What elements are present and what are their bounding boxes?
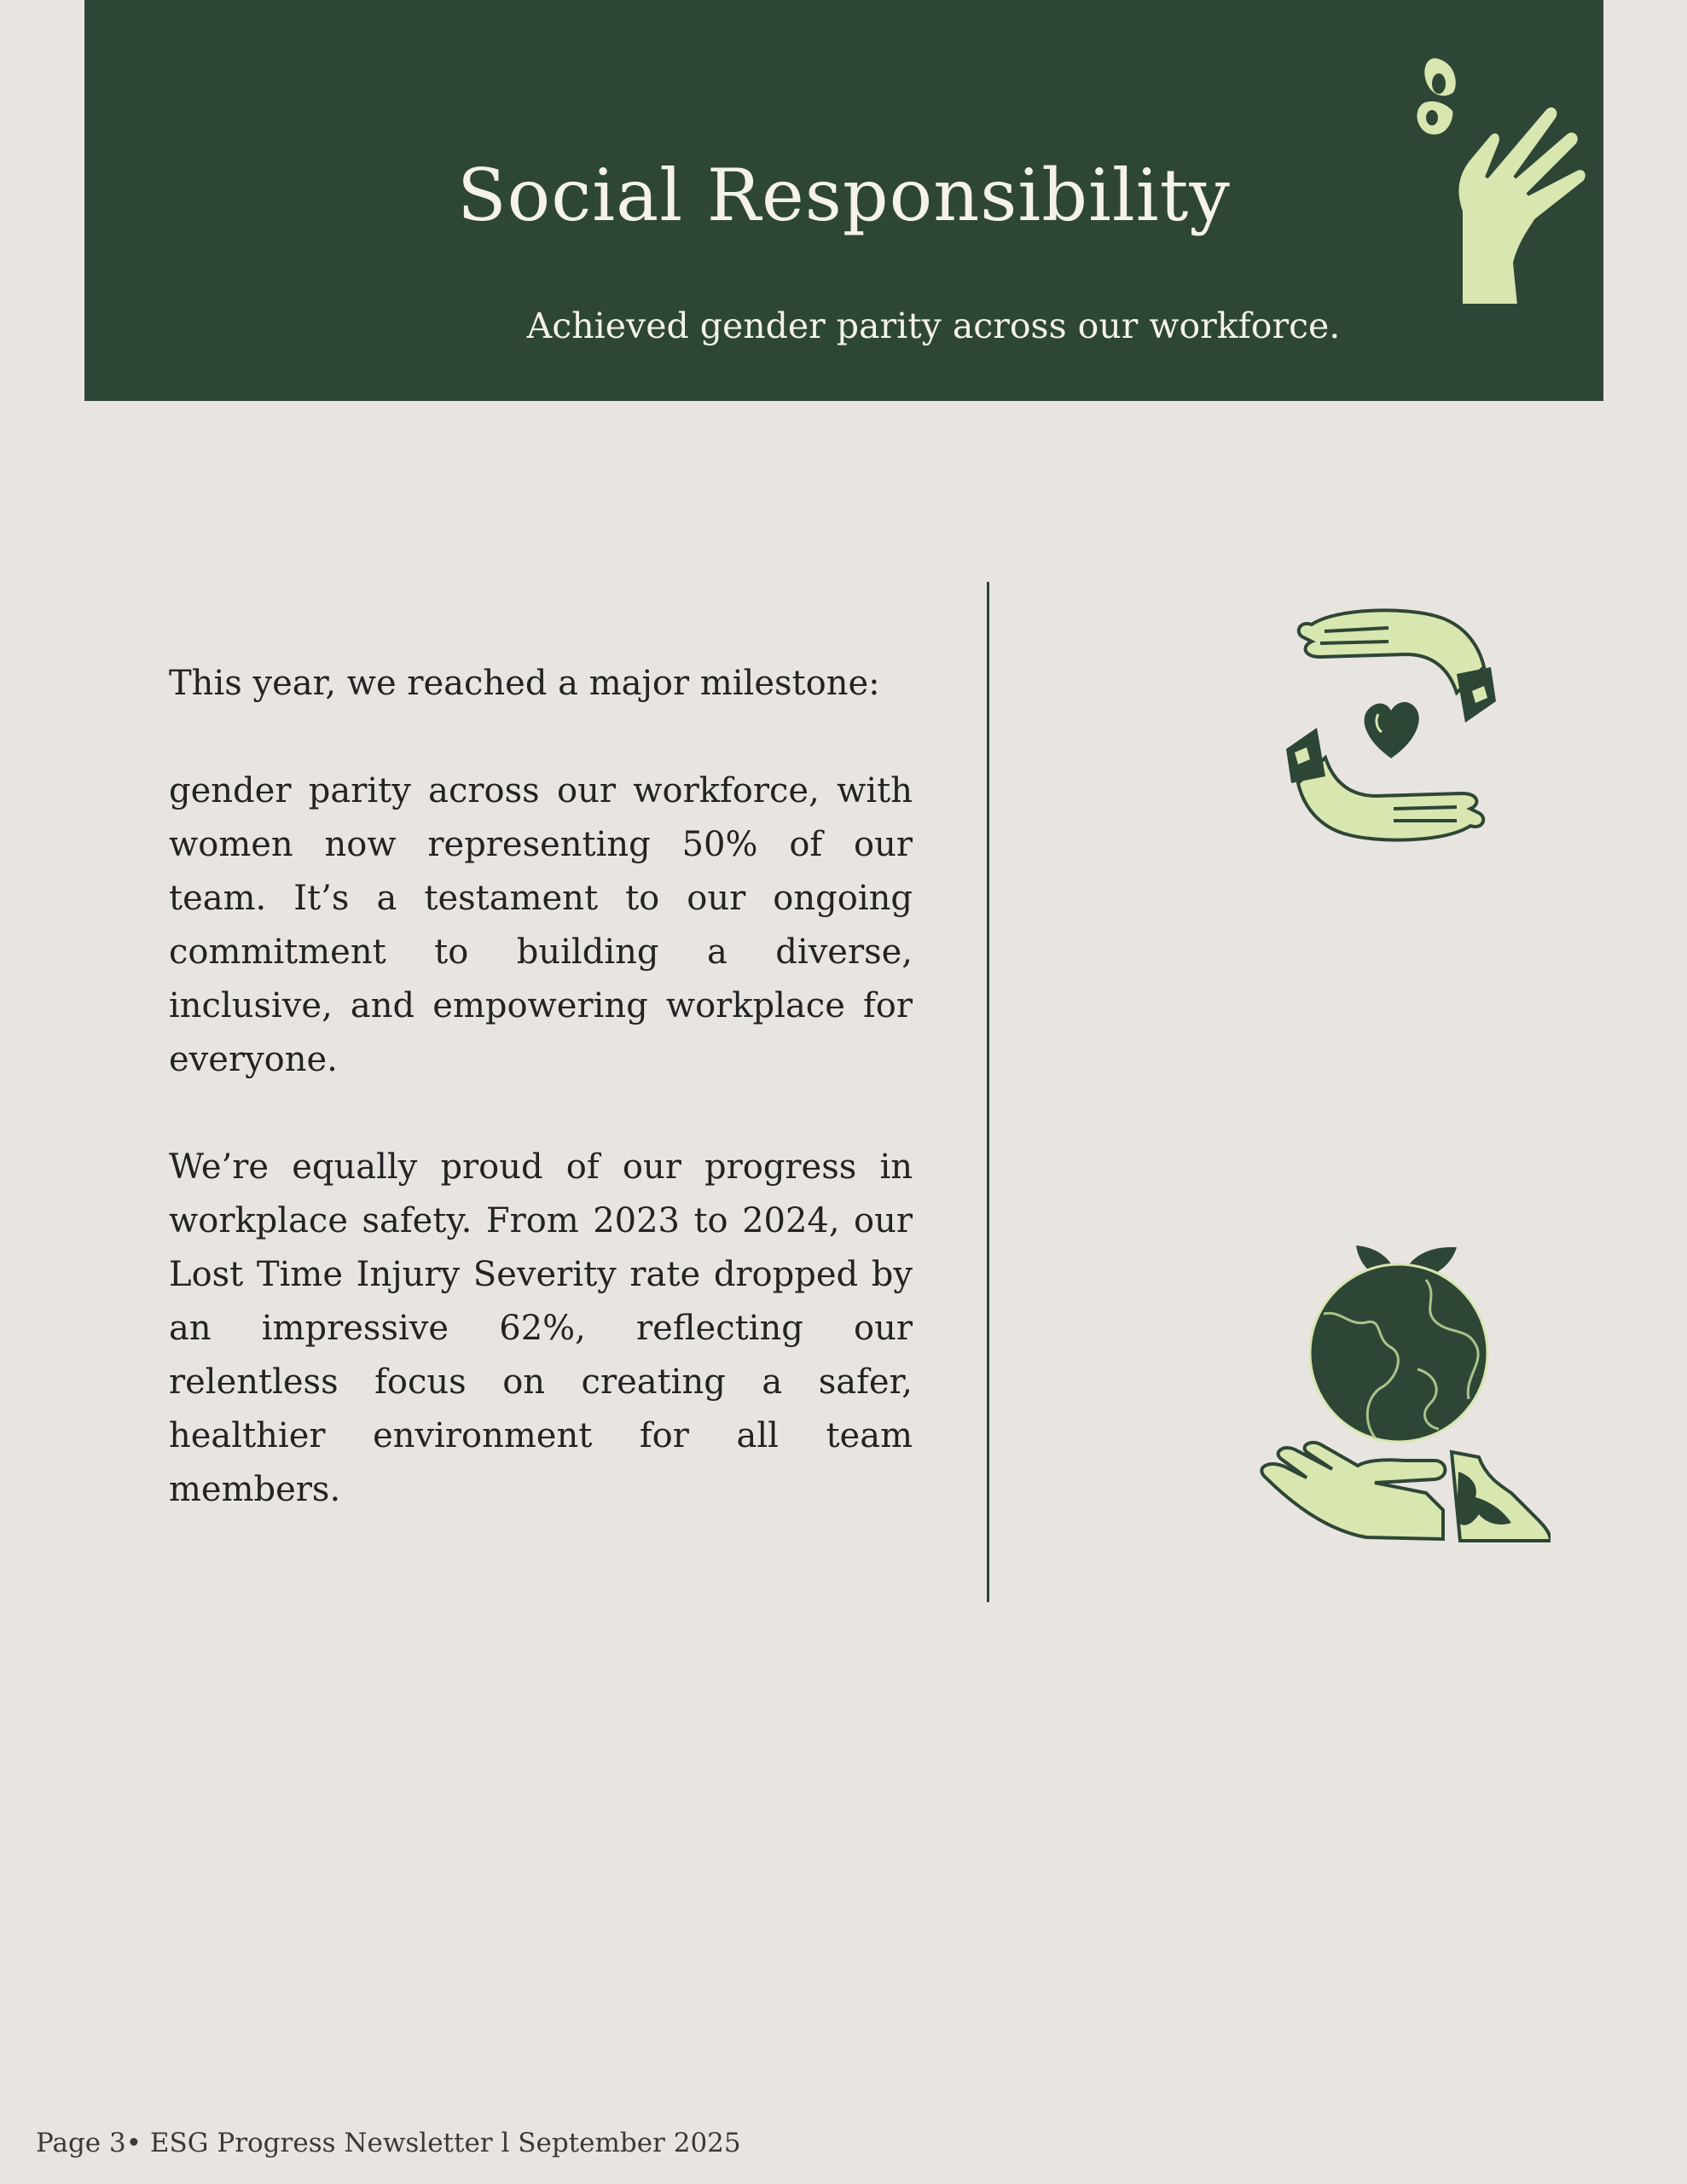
body-text <box>169 657 913 1571</box>
globe-sprout-hand-icon <box>1255 1228 1551 1546</box>
page-title: Social Responsibility <box>457 154 1231 237</box>
vertical-divider <box>987 582 989 1602</box>
hand-butterfly-icon <box>1408 49 1589 311</box>
gender-parity-paragraph: gender parity across our workforce, with women now representing 50% of our team. It’s a testament to our ongoing commitment to building a diverse, inclusive, and empowering workplace for everyone. <box>169 771 913 1079</box>
page-footer: Page 3• ESG Progress Newsletter l September 2025 <box>36 2128 741 2158</box>
header-banner <box>84 0 1603 401</box>
safety-paragraph: We’re equally proud of our progress in workplace safety. From 2023 to 2024, our Lost Time Injury Severity rate dropped by an impressive 62%, reflecting our relentless focus on creating a safer, healthier environment for all team members. <box>169 1147 913 1509</box>
hands-heart-icon <box>1286 607 1496 843</box>
intro-paragraph: This year, we reached a major milestone: <box>169 664 880 703</box>
page-subtitle: Achieved gender parity across our workforce. <box>526 305 1341 346</box>
